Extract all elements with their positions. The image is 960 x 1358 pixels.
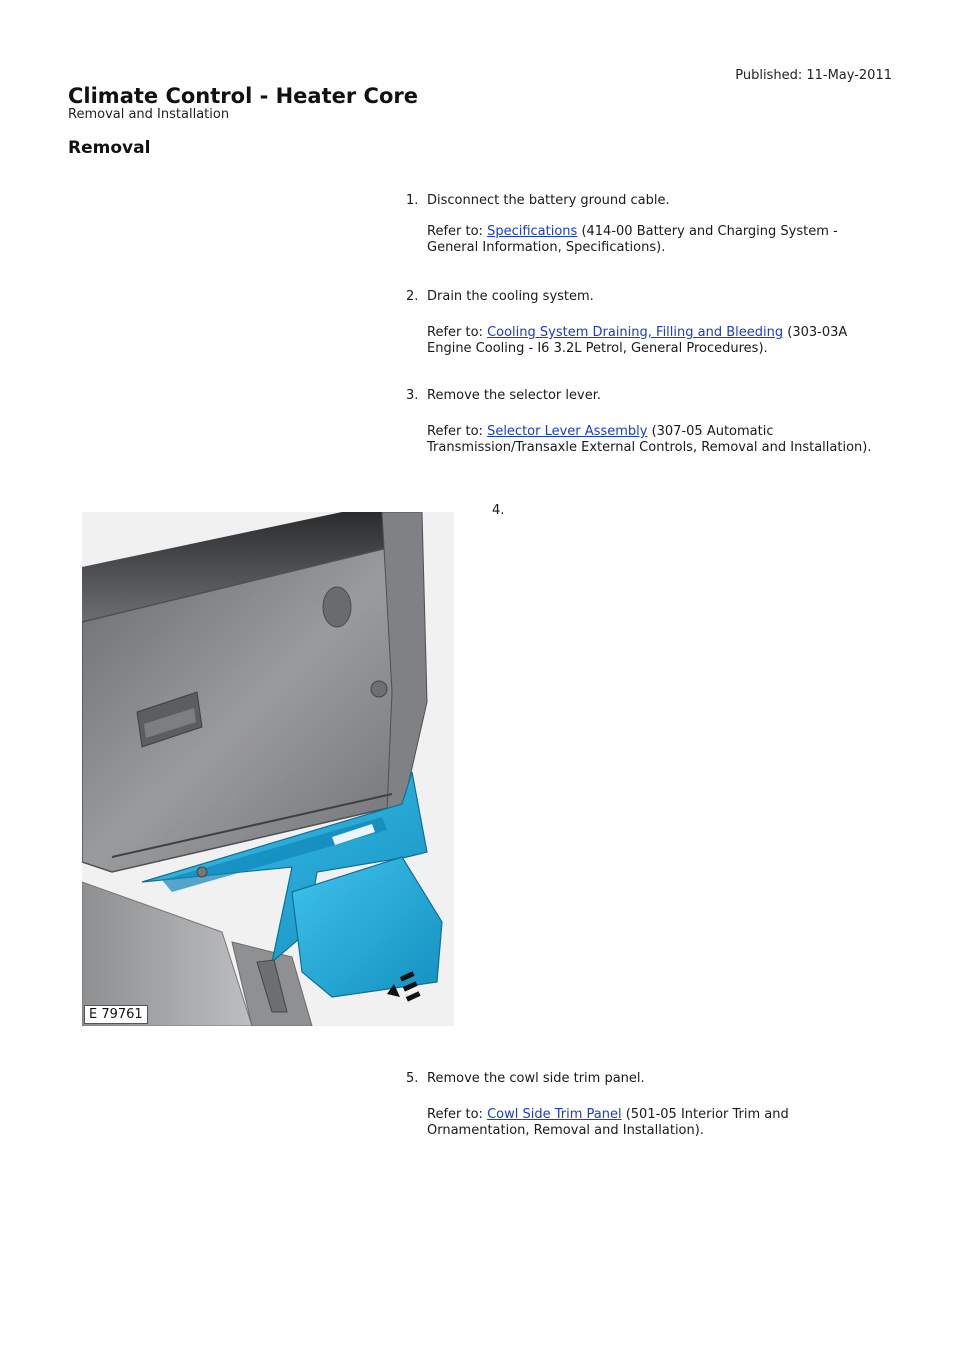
step-reference — [427, 224, 872, 256]
glovebox-illustration — [82, 512, 454, 1026]
refer-suffix: (414-00 Battery and Charging System - General Information, Specifications). — [427, 224, 838, 255]
step-number: 3. — [406, 388, 419, 403]
section-heading-removal: Removal — [68, 138, 151, 158]
step-text: Drain the cooling system. — [427, 289, 594, 304]
refer-suffix: (303-03A Engine Cooling - I6 3.2L Petrol, General Procedures). — [427, 325, 848, 356]
link-cooling-system-draining[interactable]: Cooling System Draining, Filling and Bleeding — [487, 325, 784, 340]
step-number: 2. — [406, 289, 419, 304]
refer-prefix: Refer to: — [427, 424, 488, 439]
refer-suffix: (307-05 Automatic Transmission/Transaxle External Controls, Removal and Installation). — [427, 424, 872, 455]
step-4-illustration — [82, 512, 454, 1026]
page-subtitle: Removal and Installation — [68, 107, 230, 122]
step-reference — [427, 1107, 872, 1139]
step-text: Disconnect the battery ground cable. — [427, 193, 670, 208]
refer-prefix: Refer to: — [427, 224, 488, 239]
refer-prefix: Refer to: — [427, 1107, 488, 1122]
step-number: 5. — [406, 1071, 419, 1086]
step-number: 1. — [406, 193, 419, 208]
step-4-number: 4. — [492, 503, 505, 518]
link-specifications[interactable]: Specifications — [487, 224, 578, 239]
link-selector-lever-assembly[interactable]: Selector Lever Assembly — [487, 424, 648, 439]
page-title: Climate Control - Heater Core — [68, 84, 418, 108]
figure-label: E 79761 — [84, 1005, 148, 1024]
refer-suffix: (501-05 Interior Trim and Ornamentation, Removal and Installation). — [427, 1107, 789, 1138]
step-reference — [427, 424, 872, 456]
step-text: Remove the cowl side trim panel. — [427, 1071, 645, 1086]
link-cowl-side-trim-panel[interactable]: Cowl Side Trim Panel — [487, 1107, 622, 1122]
refer-prefix: Refer to: — [427, 325, 488, 340]
step-reference — [427, 325, 872, 357]
step-text: Remove the selector lever. — [427, 388, 601, 403]
published-date: Published: 11-May-2011 — [735, 68, 892, 83]
